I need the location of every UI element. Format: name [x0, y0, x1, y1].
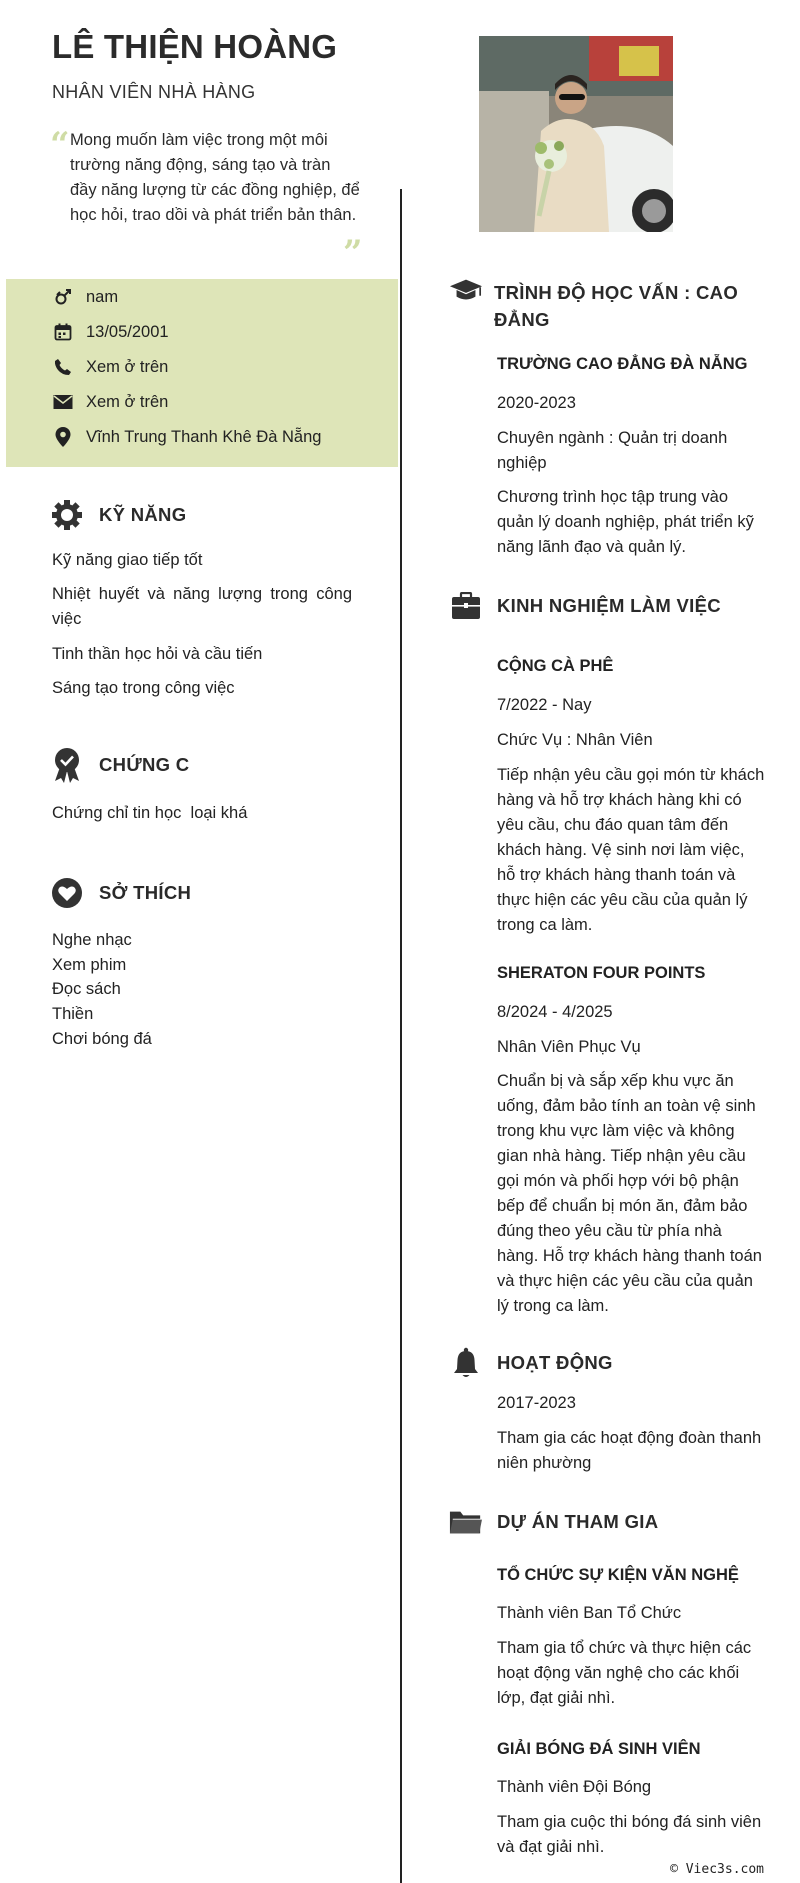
briefcase-icon	[449, 589, 483, 623]
skill-item: Nhiệt huyết và năng lượng trong công việc	[52, 585, 352, 628]
project-role: Thành viên Ban Tổ Chức	[497, 1604, 682, 1622]
education-title: TRÌNH ĐỘ HỌC VẤN : CAO ĐẲNG	[494, 282, 739, 330]
award-badge-icon	[50, 748, 84, 782]
job-period: 8/2024 - 4/2025	[497, 1003, 613, 1021]
job-position: Nhân Viên Phục Vụ	[497, 1038, 641, 1056]
graduation-cap-icon	[449, 274, 483, 308]
school-name: TRƯỜNG CAO ĐẲNG ĐÀ NẴNG	[497, 355, 748, 373]
job-company: CỘNG CÀ PHÊ	[497, 657, 614, 675]
birthday-value: 13/05/2001	[86, 322, 169, 341]
certificate-item: Chứng chỉ tin học loại khá	[52, 804, 248, 822]
project-name: TỔ CHỨC SỰ KIỆN VĂN NGHỆ	[497, 1566, 739, 1584]
skill-item: Sáng tạo trong công việc	[52, 679, 235, 697]
skills-header	[50, 498, 186, 532]
certificates-title: CHỨNG C	[99, 754, 190, 775]
hobby-item: Thiền	[52, 1005, 94, 1023]
hobby-item: Xem phim	[52, 956, 127, 974]
education-major: Chuyên ngành : Quản trị doanh nghiệp	[497, 429, 728, 472]
certificates-header	[50, 748, 189, 782]
heart-icon	[50, 876, 84, 910]
project-description: Tham gia cuộc thi bóng đá sinh viên và đạt giải nhì.	[497, 1813, 762, 1856]
map-pin-icon	[52, 426, 74, 448]
column-divider	[400, 189, 402, 1883]
job-description: Chuẩn bị và sắp xếp khu vực ăn uống, đảm bảo tính an toàn vệ sinh trong khu vực làm việc và không gian nhà hàng. Tiếp nhận yêu cầu gọi món và phối hợp với bộ phận bếp để chuẩn bị món ăn, đảm bảo đúng theo yêu cầu từ phía nhà hàng. Hỗ trợ khách hàng thanh toán và thực hiện các yêu cầu của quản lý trong ca làm.	[497, 1072, 762, 1315]
job-position: Chức Vụ : Nhân Viên	[497, 731, 653, 749]
email-value: Xem ở trên	[86, 392, 169, 411]
hobby-item: Đọc sách	[52, 980, 121, 998]
contact-phone	[52, 353, 168, 381]
activity-description: Tham gia các hoạt động đoàn thanh niên phường	[497, 1429, 762, 1472]
job-period: 7/2022 - Nay	[497, 696, 592, 714]
projects-title: DỰ ÁN THAM GIA	[497, 1511, 659, 1532]
education-description: Chương trình học tập trung vào quản lý doanh nghiệp, phát triển kỹ năng lãnh đạo và quản lý.	[497, 488, 754, 556]
envelope-icon	[52, 391, 74, 413]
gender-icon	[52, 286, 74, 308]
career-objective: Mong muốn làm việc trong một môi trường năng động, sáng tạo và tràn đầy năng lượng từ các đồng nghiệp, để học hỏi, trao dồi và phát triển bản thân.	[70, 131, 360, 224]
activities-title: HOẠT ĐỘNG	[497, 1352, 613, 1373]
hobbies-header	[50, 876, 191, 910]
phone-icon	[52, 356, 74, 378]
project-description: Tham gia tổ chức và thực hiện các hoạt động văn nghệ cho các khối lớp, đạt giải nhì.	[497, 1639, 752, 1707]
contact-address	[52, 423, 321, 451]
contact-email	[52, 388, 168, 416]
contact-panel	[6, 279, 398, 467]
hobby-item: Chơi bóng đá	[52, 1030, 152, 1048]
calendar-icon	[52, 321, 74, 343]
job-description: Tiếp nhận yêu cầu gọi món từ khách hàng và hỗ trợ khách hàng khi có yêu cầu, chu đáo quan tâm đến khách hàng. Vệ sinh nơi làm việc, hỗ trợ khách hàng thanh toán và thực hiện các yêu cầu của quản lý trong ca làm.	[497, 766, 765, 934]
project-role: Thành viên Đội Bóng	[497, 1778, 652, 1796]
skills-title: KỸ NĂNG	[99, 504, 187, 525]
project-name: GIẢI BÓNG ĐÁ SINH VIÊN	[497, 1740, 701, 1758]
skill-item: Tinh thần học hỏi và cầu tiến	[52, 645, 263, 663]
candidate-name: LÊ THIỆN HOÀNG	[52, 28, 338, 65]
contact-gender	[52, 283, 118, 311]
education-period: 2020-2023	[497, 394, 576, 412]
profile-photo	[479, 36, 673, 232]
activity-period: 2017-2023	[497, 1394, 576, 1412]
gear-icon	[50, 498, 84, 532]
skill-item: Kỹ năng giao tiếp tốt	[52, 551, 203, 569]
address-value: Vĩnh Trung Thanh Khê Đà Nẵng	[86, 427, 322, 446]
bell-icon	[449, 1346, 483, 1380]
contact-birthday	[52, 318, 169, 346]
folder-icon	[449, 1505, 483, 1539]
gender-value: nam	[86, 287, 119, 306]
job-company: SHERATON FOUR POINTS	[497, 964, 706, 982]
hobby-item: Nghe nhạc	[52, 931, 132, 949]
hobbies-title: SỞ THÍCH	[99, 882, 192, 903]
job-title: NHÂN VIÊN NHÀ HÀNG	[52, 82, 256, 102]
watermark: © Viec3s.com	[670, 1862, 764, 1877]
open-quote-icon: “	[50, 125, 70, 165]
phone-value: Xem ở trên	[86, 357, 169, 376]
experience-title: KINH NGHIỆM LÀM VIỆC	[497, 595, 721, 616]
close-quote-icon: ”	[343, 233, 363, 273]
